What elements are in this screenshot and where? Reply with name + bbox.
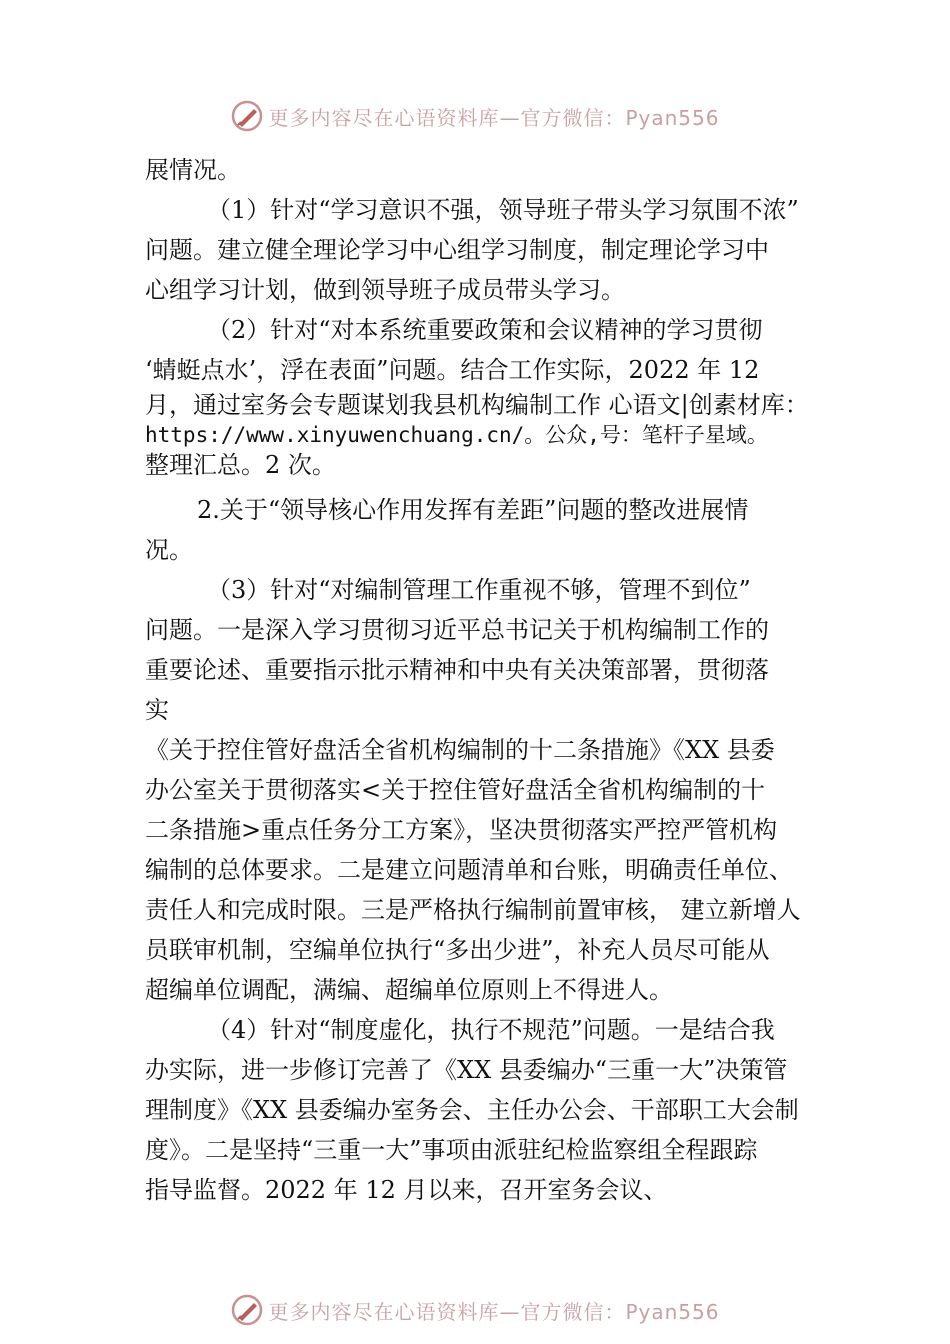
- text-line: 理制度》《XX 县委编办室务会、主任办公会、干部职工大会制: [145, 1096, 799, 1124]
- text-line: 超编单位调配，满编、超编单位原则上不得进人。: [145, 976, 673, 1004]
- banner-dash: —: [499, 105, 521, 130]
- text-line: 月，通过室务会专题谋划我县机构编制工作 心语文|创素材库：: [145, 391, 809, 419]
- text-line: 问题。建立健全理论学习中心组学习制度，制定理论学习中: [145, 236, 769, 264]
- banner-wechat-text: 官方微信：Pyan556: [520, 1299, 720, 1324]
- text-line: 重要论述、重要指示批示精神和中央有关决策部署，贯彻落: [145, 656, 769, 684]
- section-heading: 2.关于“领导核心作用发挥有差距”问题的整改进展情: [197, 496, 749, 524]
- text-line: （4）针对“制度虚化，执行不规范”问题。一是结合我: [207, 1016, 775, 1044]
- pen-logo-icon: [230, 1293, 264, 1327]
- text-line: （1）针对“学习意识不强，领导班子带头学习氛围不浓”: [207, 196, 799, 224]
- text-line: 指导监督。2022 年 12 月以来，召开室务会议、: [145, 1176, 668, 1204]
- text-line: 况。: [145, 536, 193, 564]
- pen-logo-icon: [230, 99, 264, 133]
- banner-wechat-text: 官方微信：Pyan556: [520, 105, 720, 130]
- text-line: 办实际，进一步修订完善了《XX 县委编办“三重一大”决策管: [145, 1056, 788, 1084]
- banner-main-text: 更多内容尽在心语资料库: [268, 1299, 500, 1324]
- text-line: 整理汇总。2 次。: [145, 451, 336, 479]
- watermark-banner-top: [0, 96, 950, 136]
- text-line: （3）针对“对编制管理工作重视不够，管理不到位”: [207, 576, 751, 604]
- document-body: [145, 150, 845, 1210]
- text-line: 二条措施>重点任务分工方案》，坚决贯彻落实严控严管机构: [145, 816, 778, 844]
- watermark-banner-bottom: [0, 1290, 950, 1330]
- text-line: 心组学习计划，做到领导班子成员带头学习。: [145, 276, 625, 304]
- banner-dash: —: [499, 1299, 521, 1324]
- text-line: （2）针对“对本系统重要政策和会议精神的学习贯彻: [207, 316, 763, 344]
- text-line: 展情况。: [145, 156, 241, 184]
- text-line-url: https://www.xinyuwenchuang.cn/。公众,号：笔杆子星域。: [145, 423, 768, 447]
- text-line: 度》。二是坚持“三重一大”事项由派驻纪检监察组全程跟踪: [145, 1136, 758, 1164]
- text-line: 责任人和完成时限。三是严格执行编制前置审核， 建立新增人: [145, 896, 801, 924]
- text-line: 问题。一是深入学习贯彻习近平总书记关于机构编制工作的: [145, 616, 769, 644]
- text-line: 编制的总体要求。二是建立问题清单和台账，明确责任单位、: [145, 856, 793, 884]
- text-line: 《关于控住管好盘活全省机构编制的十二条措施》《XX 县委: [145, 736, 775, 764]
- text-line: 员联审机制，空编单位执行“多出少进”，补充人员尽可能从: [145, 936, 770, 964]
- text-line: 实: [145, 696, 169, 724]
- banner-main-text: 更多内容尽在心语资料库: [268, 105, 500, 130]
- text-line: 办公室关于贯彻落实<关于控住管好盘活全省机构编制的十: [145, 776, 766, 804]
- text-line: ‘蜻蜓点水’，浮在表面”问题。结合工作实际，2022 年 12: [145, 356, 760, 384]
